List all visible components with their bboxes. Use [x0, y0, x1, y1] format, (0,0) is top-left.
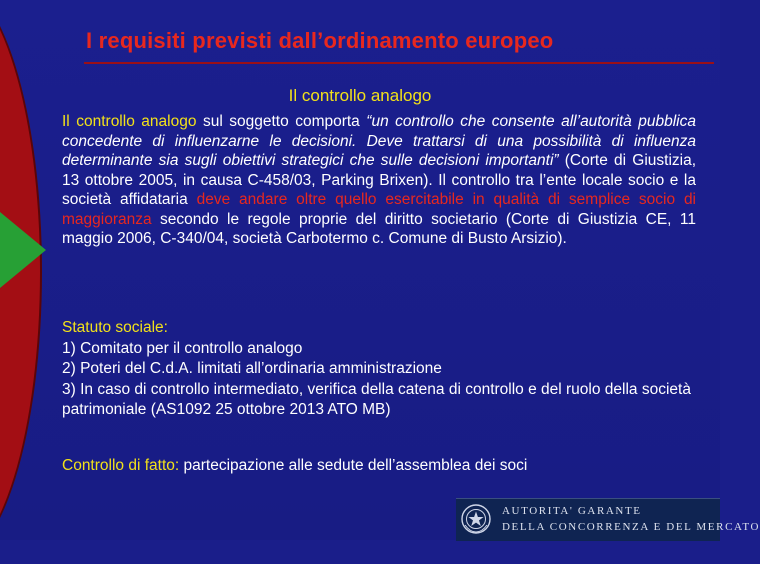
agcm-logo [456, 498, 760, 541]
paragraph-quote: “un controllo che consente all’autorità pubblica concedente di influenzarne le decisioni. Deve trattarsi di una possibilità di influenza determinante sia sugli obiettivi strategici che sulle decisioni importanti” [62, 113, 696, 169]
slide-title: I requisiti previsti dall’ordinamento europeo [86, 28, 554, 53]
statuto-heading: Statuto sociale: [62, 319, 168, 336]
controllo-di-fatto-text: partecipazione alle sedute dell’assemblea dei soci [179, 457, 528, 474]
analog-control-paragraph [62, 112, 696, 249]
paragraph-text-3: secondo le regole proprie del diritto societario (Corte di Giustizia CE, 11 maggio 2006, C-340/04, società Carbotermo c. Comune di Busto Arsizio). [62, 210, 696, 247]
title-underline [84, 62, 714, 64]
logo-line-1: AUTORITA' GARANTE [502, 505, 642, 517]
paragraph-lead: Il controllo analogo [62, 113, 197, 130]
paragraph-highlight: deve andare oltre quello esercitabile in qualità di semplice socio di maggioranza [62, 191, 697, 228]
statuto-item-3: 3) In caso di controllo intermediato, verifica della catena di controllo e del ruolo della società patrimoniale (AS1092 25 ottobre 2013 ATO MB) [62, 380, 691, 418]
green-triangle-marker [0, 212, 46, 288]
controllo-di-fatto [62, 456, 702, 476]
paragraph-text-1: sul soggetto comporta [196, 113, 367, 130]
slide-subtitle: Il controllo analogo [288, 86, 432, 105]
statuto-item-2: 2) Poteri del C.d.A. limitati all’ordinaria amministrazione [62, 360, 442, 377]
republic-emblem-icon [460, 503, 492, 535]
controllo-di-fatto-label: Controllo di fatto: [62, 457, 180, 474]
paragraph-text-2: (Corte di Giustizia, 13 ottobre 2005, in causa C-458/03, Parking Brixen). Il controllo tra l’ente locale socio e la società affidataria [62, 152, 697, 208]
statuto-section [62, 318, 702, 421]
statuto-item-1: 1) Comitato per il controllo analogo [62, 339, 303, 357]
logo-line-2: DELLA CONCORRENZA E DEL MERCATO [502, 521, 760, 533]
